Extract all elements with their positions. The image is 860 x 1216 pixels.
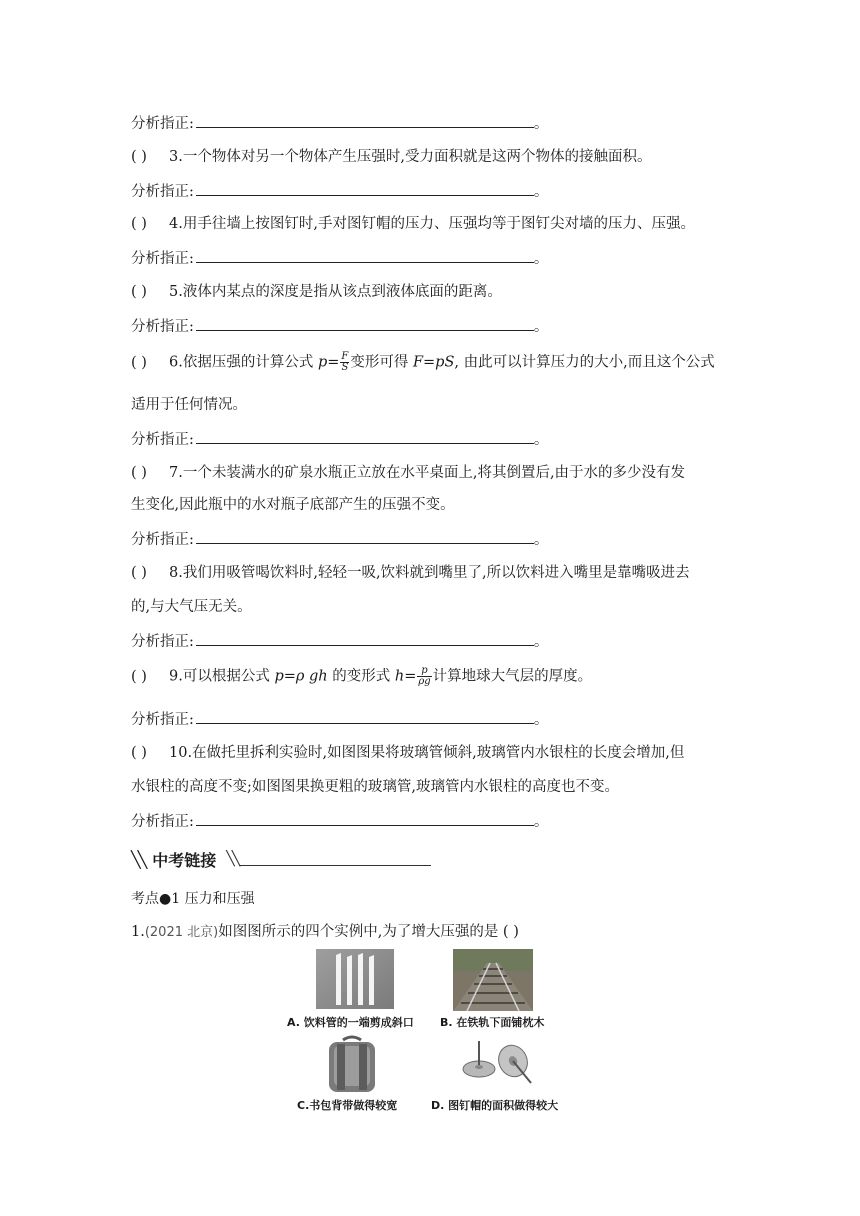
period: 。 xyxy=(533,634,549,650)
caption-b: B. 在铁轨下面铺枕木 xyxy=(440,1016,545,1029)
numerator: F xyxy=(341,351,349,362)
straws-image xyxy=(316,949,394,1009)
answer-paren[interactable]: ( ) xyxy=(131,465,147,481)
item-text: 变形可得 xyxy=(350,354,413,371)
item-6 xyxy=(131,352,715,373)
question-text: 如图图所示的四个实例中,为了增大压强的是 ( ) xyxy=(218,924,519,940)
formula: p= xyxy=(317,354,340,371)
analysis-label: 分析指正: xyxy=(131,319,194,335)
answer-blank[interactable] xyxy=(196,248,534,263)
item-text: 生变化,因此瓶中的水对瓶子底部产生的压强不变。 xyxy=(131,497,455,513)
answer-blank[interactable] xyxy=(196,113,534,128)
analysis-label: 分析指正: xyxy=(131,432,194,448)
item-7 xyxy=(131,463,685,483)
slash-mark-icon: ╲╲ xyxy=(131,849,145,869)
item-7-continued xyxy=(131,495,455,515)
item-text: 7.一个未装满水的矿泉水瓶正立放在水平桌面上,将其倒置后,由于水的多少没有发 xyxy=(169,465,686,481)
analysis-label: 分析指正: xyxy=(131,814,194,830)
item-text: 的,与大气压无关。 xyxy=(131,599,252,615)
period: 。 xyxy=(533,116,549,132)
answer-blank[interactable] xyxy=(196,316,534,331)
item-text: 4.用手往墙上按图钉时,手对图钉帽的压力、压强均等于图钉尖对墙的压力、压强。 xyxy=(169,216,695,232)
answer-blank[interactable] xyxy=(196,529,534,544)
item-text: 6.依据压强的计算公式 xyxy=(169,354,318,371)
period: 。 xyxy=(533,319,549,335)
answer-blank[interactable] xyxy=(196,429,534,444)
question-1: 1.(2021 北京)如图图所示的四个实例中,为了增大压强的是 ( ) xyxy=(131,924,519,940)
period: 。 xyxy=(533,184,549,200)
formula: h= xyxy=(394,668,417,685)
item-10-continued xyxy=(131,777,619,797)
analysis-label: 分析指正: xyxy=(131,184,194,200)
heading-rule xyxy=(239,853,431,866)
answer-paren[interactable]: ( ) xyxy=(131,216,147,232)
period: 。 xyxy=(533,814,549,830)
item-text: 10.在做托里拆利实验时,如图图果将玻璃管倾斜,玻璃管内水银柱的长度会增加,但 xyxy=(169,745,685,761)
question-source: (2021 北京) xyxy=(144,925,219,940)
formula: p=ρ gh xyxy=(274,668,328,685)
analysis-line xyxy=(131,529,548,550)
item-4 xyxy=(131,214,695,234)
answer-paren[interactable]: ( ) xyxy=(131,354,147,371)
period: 。 xyxy=(533,532,549,548)
topic-label: 考点●1 压力和压强 xyxy=(131,891,255,907)
fraction xyxy=(417,666,431,687)
item-text: 水银柱的高度不变;如图图果换更粗的玻璃管,玻璃管内水银柱的高度也不变。 xyxy=(131,779,619,795)
answer-paren[interactable]: ( ) xyxy=(131,284,147,300)
backpack-image xyxy=(323,1034,381,1094)
analysis-label: 分析指正: xyxy=(131,532,194,548)
answer-blank[interactable] xyxy=(196,631,534,646)
fraction xyxy=(340,352,349,373)
item-9 xyxy=(131,666,592,687)
item-5 xyxy=(131,282,502,302)
period: 。 xyxy=(533,712,549,728)
caption-c: C.书包背带做得较宽 xyxy=(297,1099,398,1112)
answer-blank[interactable] xyxy=(196,181,534,196)
item-8 xyxy=(131,563,690,583)
analysis-label: 分析指正: xyxy=(131,712,194,728)
item-text: 适用于任何情况。 xyxy=(131,397,247,413)
formula: F=pS xyxy=(412,354,455,371)
item-text: 5.液体内某点的深度是指从该点到液体底面的距离。 xyxy=(169,284,502,300)
section-heading xyxy=(131,848,431,870)
item-6-continued xyxy=(131,395,247,415)
analysis-line xyxy=(131,181,548,202)
answer-paren[interactable]: ( ) xyxy=(131,745,147,761)
item-text: 8.我们用吸管喝饮料时,轻轻一吸,饮料就到嘴里了,所以饮料进入嘴里是靠嘴吸进去 xyxy=(169,565,690,581)
caption-d: D. 图钉帽的面积做得较大 xyxy=(431,1099,559,1112)
answer-blank[interactable] xyxy=(196,811,534,826)
answer-paren[interactable]: ( ) xyxy=(131,565,147,581)
numerator: p xyxy=(417,666,431,677)
item-3 xyxy=(131,147,651,167)
item-10 xyxy=(131,743,684,763)
period: 。 xyxy=(533,432,549,448)
item-text: 3.一个物体对另一个物体产生压强时,受力面积就是这两个物体的接触面积。 xyxy=(169,149,652,165)
analysis-line xyxy=(131,113,548,134)
answer-paren[interactable]: ( ) xyxy=(131,668,147,685)
answer-paren[interactable]: ( ) xyxy=(131,149,147,165)
caption-a: A. 饮料管的一端剪成斜口 xyxy=(287,1016,414,1029)
answer-blank[interactable] xyxy=(196,709,534,724)
railway-image xyxy=(453,949,533,1011)
analysis-line xyxy=(131,631,548,652)
analysis-label: 分析指正: xyxy=(131,634,194,650)
item-text: , 由此可以计算压力的大小,而且这个公式 xyxy=(454,354,715,371)
analysis-label: 分析指正: xyxy=(131,116,194,132)
denominator: ρg xyxy=(418,676,431,687)
denominator: S xyxy=(341,362,349,373)
thumbtacks-image xyxy=(455,1031,537,1093)
analysis-label: 分析指正: xyxy=(131,251,194,267)
analysis-line xyxy=(131,248,548,269)
analysis-line xyxy=(131,429,548,450)
section-title: 中考链接 xyxy=(152,850,217,870)
slash-mark-icon: ╲╲ xyxy=(226,851,238,867)
item-text: 的变形式 xyxy=(327,668,395,685)
analysis-line xyxy=(131,811,548,832)
period: 。 xyxy=(533,251,549,267)
analysis-line xyxy=(131,316,548,337)
analysis-line xyxy=(131,709,548,730)
item-text: 计算地球大气层的厚度。 xyxy=(432,668,593,685)
item-8-continued xyxy=(131,597,252,617)
item-text: 9.可以根据公式 xyxy=(169,668,275,685)
